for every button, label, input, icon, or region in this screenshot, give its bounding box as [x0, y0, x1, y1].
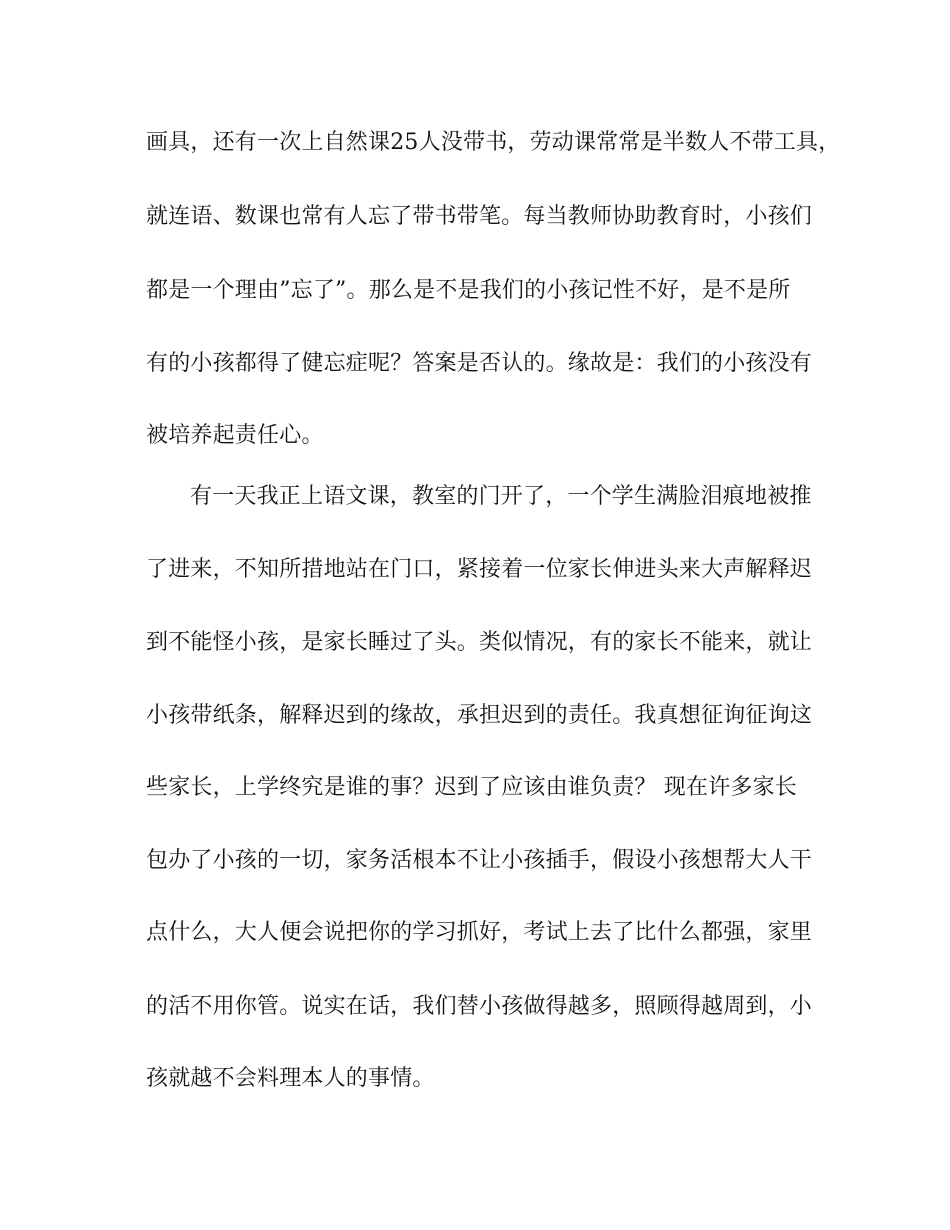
paragraph-line: 有一天我正上语文课，教室的门开了，一个学生满脸泪痕地被推	[190, 484, 812, 509]
paragraph-line: 都是一个理由”忘了”。那么是不是我们的小孩记性不好，是不是所	[146, 278, 791, 303]
paragraph-line: 小孩带纸条，解释迟到的缘故，承担迟到的责任。我真想征询征询这	[146, 703, 813, 728]
paragraph-line: 到不能怪小孩，是家长睡过了头。类似情况，有的家长不能来，就让	[146, 630, 813, 655]
paragraph-line: 孩就越不会料理本人的事情。	[146, 1066, 435, 1091]
paragraph-line: 点什么，大人便会说把你的学习抓好，考试上去了比什么都强，家里	[146, 920, 813, 945]
paragraph-line: 有的小孩都得了健忘症呢？答案是否认的。缘故是：我们的小孩没有	[146, 351, 813, 376]
paragraph-line: 被培养起责任心。	[146, 423, 324, 448]
paragraph-line: 些家长，上学终究是谁的事？迟到了应该由谁负责？ 现在许多家长	[146, 775, 797, 800]
paragraph-line: 就连语、数课也常有人忘了带书带笔。每当教师协助教育时，小孩们	[146, 204, 813, 229]
paragraph-line: 包办了小孩的一切，家务活根本不让小孩插手，假设小孩想帮大人干	[146, 848, 813, 873]
paragraph-line: 的活不用你管。说实在话，我们替小孩做得越多，照顾得越周到，小	[146, 994, 813, 1019]
paragraph-line: 了进来，不知所措地站在门口，紧接着一位家长伸进头来大声解释迟	[146, 557, 813, 582]
paragraph-line: 画具，还有一次上自然课25人没带书，劳动课常常是半数人不带工具，	[146, 130, 841, 155]
